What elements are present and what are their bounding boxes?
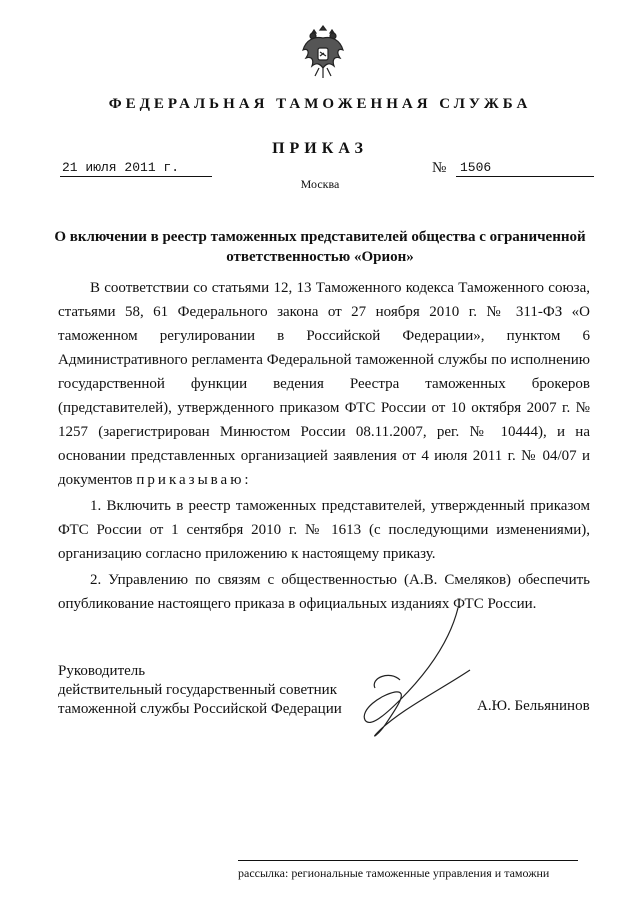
order-number: 1506	[456, 160, 594, 177]
double-headed-eagle-emblem-icon	[300, 22, 346, 82]
distribution-divider	[238, 860, 578, 861]
order-date: 21 июля 2011 г.	[60, 160, 212, 177]
document-title: ПРИКАЗ	[272, 140, 368, 157]
preamble-paragraph	[58, 276, 590, 492]
order-body	[58, 276, 590, 616]
agency-name: ФЕДЕРАЛЬНАЯ ТАМОЖЕННАЯ СЛУЖБА	[108, 96, 532, 112]
distribution-list: рассылка: региональные таможенные управления и таможни	[238, 866, 550, 880]
preamble-text: В соответствии со статьями 12, 13 Таможенного кодекса Таможенного союза, статьями 58, 61 Федерального закона от 27 ноября 2010 г. № 311-ФЗ «О таможенном регулировании в Российской Федерации», пунктом 6 Административного регламента Федеральной таможенной службы по исполнению государственной функции ведения Реестра таможенных брокеров (представителей), утвержденного приказом ФТС России от 10 октября 2007 г. № 1257 (зарегистрирован Минюстом России 08.11.2007, рег. № 10444), и на основании представленных организацией заявления от 4 июля 2011 г. № 04/07 и документов	[58, 280, 590, 488]
order-item-1: 1. Включить в реестр таможенных представителей, утвержденный приказом ФТС России от 1 сентября 2010 г. № 1613 (с последующими изменениями), организацию согласно приложению к настоящему приказу.	[58, 498, 590, 562]
order-city: Москва	[300, 177, 340, 191]
signatory-line-3: таможенной службы Российской Федерации	[58, 701, 342, 717]
order-item-2: 2. Управлению по связям с общественностью (А.В. Смеляков) обеспечить опубликование настоящего приказа в официальных изданиях ФТС России.	[58, 572, 590, 612]
signatory-line-1: Руководитель	[58, 663, 146, 679]
order-subject: О включении в реестр таможенных представителей общества с ограниченной ответственностью «Орион»	[54, 229, 586, 265]
handwritten-signature	[340, 600, 520, 750]
order-word: приказываю:	[136, 472, 252, 488]
order-number-label: №	[432, 160, 447, 176]
signatory-title	[58, 662, 358, 719]
signatory-name: А.Ю. Бельянинов	[477, 698, 590, 714]
signatory-line-2: действительный государственный советник	[58, 682, 338, 698]
